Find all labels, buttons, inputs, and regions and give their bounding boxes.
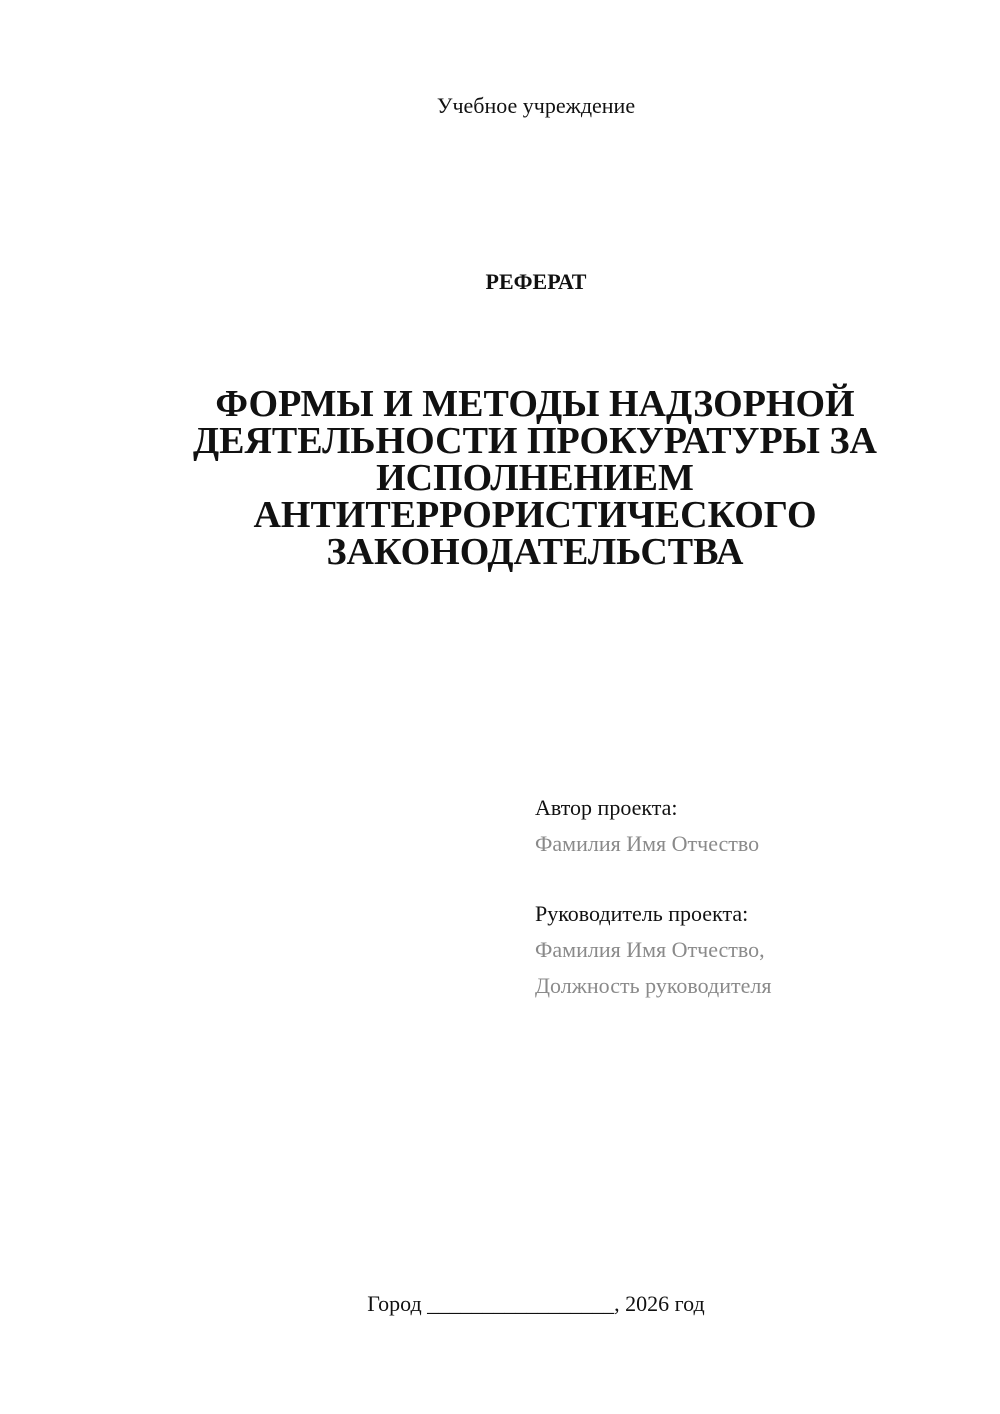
institution-name: Учебное учреждение: [436, 93, 636, 118]
title-line: ЗАКОНОДАТЕЛЬСТВА: [326, 531, 744, 573]
author-label: Автор проекта:: [535, 795, 678, 820]
document-title: [150, 383, 920, 573]
document-type: РЕФЕРАТ: [485, 269, 587, 294]
supervisor-name: Фамилия Имя Отчество,: [535, 937, 765, 962]
title-line: АНТИТЕРРОРИСТИЧЕСКОГО: [253, 494, 817, 536]
title-line: ИСПОЛНЕНИЕМ: [376, 457, 694, 499]
title-line: ФОРМЫ И МЕТОДЫ НАДЗОРНОЙ: [215, 383, 855, 425]
supervisor-label: Руководитель проекта:: [535, 901, 749, 926]
signature-spacer: [535, 862, 965, 896]
city-year-line: Город _________________, 2026 год: [367, 1291, 705, 1316]
supervisor-position: Должность руководителя: [535, 973, 772, 998]
signature-block: [535, 790, 965, 1004]
title-line: ДЕЯТЕЛЬНОСТИ ПРОКУРАТУРЫ ЗА: [193, 420, 877, 462]
author-name: Фамилия Имя Отчество: [535, 831, 760, 856]
